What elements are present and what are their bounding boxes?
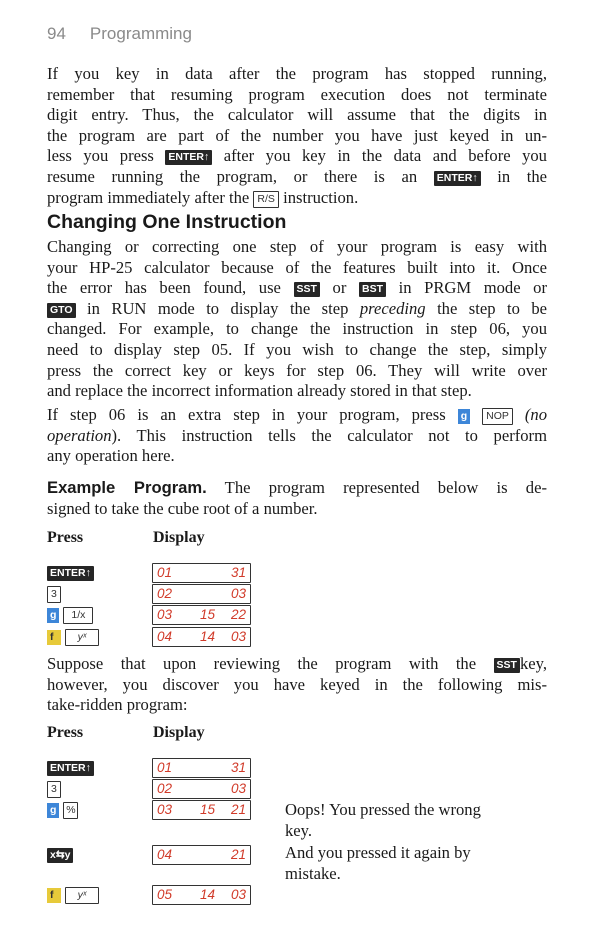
text-run: ). This instruction tells the calculator not to perform bbox=[111, 425, 547, 445]
keycode: 31 bbox=[230, 760, 246, 775]
text-line: signed to take the cube root of a number. bbox=[47, 498, 318, 518]
step-number: 04 bbox=[157, 847, 173, 862]
bst-key: BST bbox=[359, 282, 386, 297]
keycode: 03 bbox=[230, 586, 246, 601]
text-line bbox=[47, 299, 547, 320]
display-readout bbox=[152, 779, 251, 799]
text-line: remember that resuming program execution does not terminate bbox=[47, 84, 547, 104]
paragraph-example bbox=[47, 478, 547, 519]
keycode-prefix: 14 bbox=[200, 887, 216, 902]
keystrokes bbox=[47, 801, 78, 819]
note-line: key. bbox=[285, 820, 313, 840]
keycode-prefix: 14 bbox=[200, 629, 216, 644]
text-line bbox=[47, 426, 547, 447]
step-number: 02 bbox=[157, 586, 173, 601]
emphasis: operation bbox=[47, 425, 112, 445]
keycode: 21 bbox=[230, 847, 246, 862]
text-line: digit entry. Thus, the calculator will assume that the digits in bbox=[47, 105, 547, 125]
note-line: Oops! You pressed the wrong bbox=[285, 800, 481, 819]
display-readout bbox=[152, 758, 251, 778]
percent-key: % bbox=[63, 802, 78, 819]
text-line: Changing or correcting one step of your program is easy with bbox=[47, 237, 547, 256]
swap-xy-key: x⇆y bbox=[47, 848, 73, 863]
step-number: 01 bbox=[157, 760, 173, 775]
step-number: 03 bbox=[157, 802, 173, 817]
text-run: less you press bbox=[47, 146, 166, 166]
text-line: however, you discover you have keyed in the following mis- bbox=[47, 674, 547, 694]
text-run: in the bbox=[497, 166, 548, 186]
text-line: need to display step 05. If you wish to change the step, simply bbox=[47, 339, 547, 359]
keystrokes bbox=[47, 780, 61, 798]
text-line bbox=[47, 478, 547, 499]
text-run: the error has been found, use bbox=[47, 278, 294, 298]
step-number: 01 bbox=[157, 565, 173, 580]
text-run: or bbox=[319, 278, 359, 298]
text-run: key, bbox=[519, 654, 547, 673]
keycode: 03 bbox=[230, 629, 246, 644]
display-readout bbox=[152, 584, 251, 604]
keystrokes bbox=[47, 564, 94, 582]
display-readout bbox=[152, 885, 251, 905]
power-key: yˣ bbox=[65, 629, 99, 646]
keycode: 22 bbox=[230, 607, 246, 622]
reciprocal-key: 1/x bbox=[63, 607, 93, 624]
keystrokes bbox=[47, 606, 93, 624]
g-key: g bbox=[458, 409, 470, 424]
keystrokes bbox=[47, 628, 99, 646]
step-number: 02 bbox=[157, 781, 173, 796]
digit-3-key: 3 bbox=[47, 586, 61, 603]
text-line bbox=[47, 405, 547, 426]
step-number: 04 bbox=[157, 629, 173, 644]
keycode: 03 bbox=[230, 781, 246, 796]
text-run: the step to be bbox=[425, 298, 547, 318]
display-column-header: Display bbox=[153, 724, 205, 741]
display-readout bbox=[152, 800, 251, 820]
keystrokes bbox=[47, 846, 73, 864]
keystrokes bbox=[47, 886, 99, 904]
text-run: instruction. bbox=[283, 187, 359, 207]
step-number: 03 bbox=[157, 607, 173, 622]
sst-key: SST bbox=[294, 282, 320, 297]
power-key: yˣ bbox=[65, 887, 99, 904]
keycode: 21 bbox=[230, 802, 246, 817]
enter-key: ENTER↑ bbox=[47, 566, 94, 581]
enter-key: ENTER↑ bbox=[434, 171, 481, 186]
display-readout bbox=[152, 845, 251, 865]
g-key: g bbox=[47, 803, 59, 818]
emphasis: (no bbox=[524, 405, 548, 424]
text-line bbox=[47, 146, 547, 167]
page-header bbox=[47, 24, 192, 44]
keycode: 03 bbox=[230, 887, 246, 902]
text-line: changed. For example, to change the instruction in step 06, you bbox=[47, 319, 547, 339]
note-line: And you pressed it again by bbox=[285, 843, 471, 862]
press-column-header: Press bbox=[47, 724, 84, 741]
sst-key: SST bbox=[494, 658, 520, 673]
text-run: in RUN mode to display the step bbox=[75, 298, 360, 318]
text-run: resume running the program, or there is an bbox=[47, 166, 434, 186]
display-readout bbox=[152, 605, 251, 625]
g-key: g bbox=[47, 608, 59, 623]
keycode: 31 bbox=[230, 565, 246, 580]
section-heading: Changing One Instruction bbox=[47, 211, 287, 233]
text-line: any operation here. bbox=[47, 446, 175, 466]
keystrokes bbox=[47, 585, 61, 603]
text-line: the program are part of the number you have just keyed in un- bbox=[47, 125, 547, 145]
note-repeated-key bbox=[285, 843, 535, 884]
note-line: mistake. bbox=[285, 863, 341, 883]
display-column-header: Display bbox=[153, 529, 205, 546]
press-column-header: Press bbox=[47, 529, 84, 546]
text-run: after you key in the data and before you bbox=[223, 146, 547, 166]
text-run: program immediately after the bbox=[47, 187, 254, 207]
keycode-prefix: 15 bbox=[200, 802, 216, 817]
display-readout bbox=[152, 627, 251, 647]
digit-3-key: 3 bbox=[47, 781, 61, 798]
paragraph-data-entry bbox=[47, 64, 547, 208]
text-run: If step 06 is an extra step in your program, press bbox=[47, 405, 458, 424]
paragraph-nop bbox=[47, 405, 547, 467]
text-line: and replace the incorrect information already stored in that step. bbox=[47, 381, 472, 401]
run-stop-key: R/S bbox=[253, 191, 279, 208]
enter-key: ENTER↑ bbox=[165, 150, 212, 165]
text-run: The program represented below is de- bbox=[206, 478, 547, 497]
paragraph-changing bbox=[47, 237, 547, 402]
section-title: Programming bbox=[89, 24, 192, 43]
text-line bbox=[47, 167, 547, 188]
text-line bbox=[47, 654, 547, 675]
f-key: f bbox=[47, 888, 61, 903]
f-key: f bbox=[47, 630, 61, 645]
nop-key: NOP bbox=[482, 408, 513, 425]
emphasis: preceding bbox=[359, 298, 426, 318]
text-line bbox=[47, 278, 547, 299]
text-line bbox=[47, 188, 547, 209]
text-line: If you key in data after the program has stopped running, bbox=[47, 64, 547, 83]
note-wrong-key bbox=[285, 800, 535, 841]
example-label: Example Program. bbox=[47, 478, 207, 497]
display-readout bbox=[152, 563, 251, 583]
gto-key: GTO bbox=[47, 303, 76, 318]
paragraph-mistakes bbox=[47, 654, 547, 716]
text-run: Suppose that upon reviewing the program with the bbox=[47, 654, 494, 673]
step-number: 05 bbox=[157, 887, 173, 902]
text-line: take-ridden program: bbox=[47, 695, 188, 715]
text-run: in PRGM mode or bbox=[385, 278, 548, 298]
keystrokes bbox=[47, 759, 94, 777]
enter-key: ENTER↑ bbox=[47, 761, 94, 776]
text-line: your HP-25 calculator because of the features built into it. Once bbox=[47, 257, 547, 277]
page-number: 94 bbox=[47, 24, 66, 43]
keycode-prefix: 15 bbox=[200, 607, 216, 622]
text-line: press the correct key or keys for step 06. They will write over bbox=[47, 360, 547, 380]
